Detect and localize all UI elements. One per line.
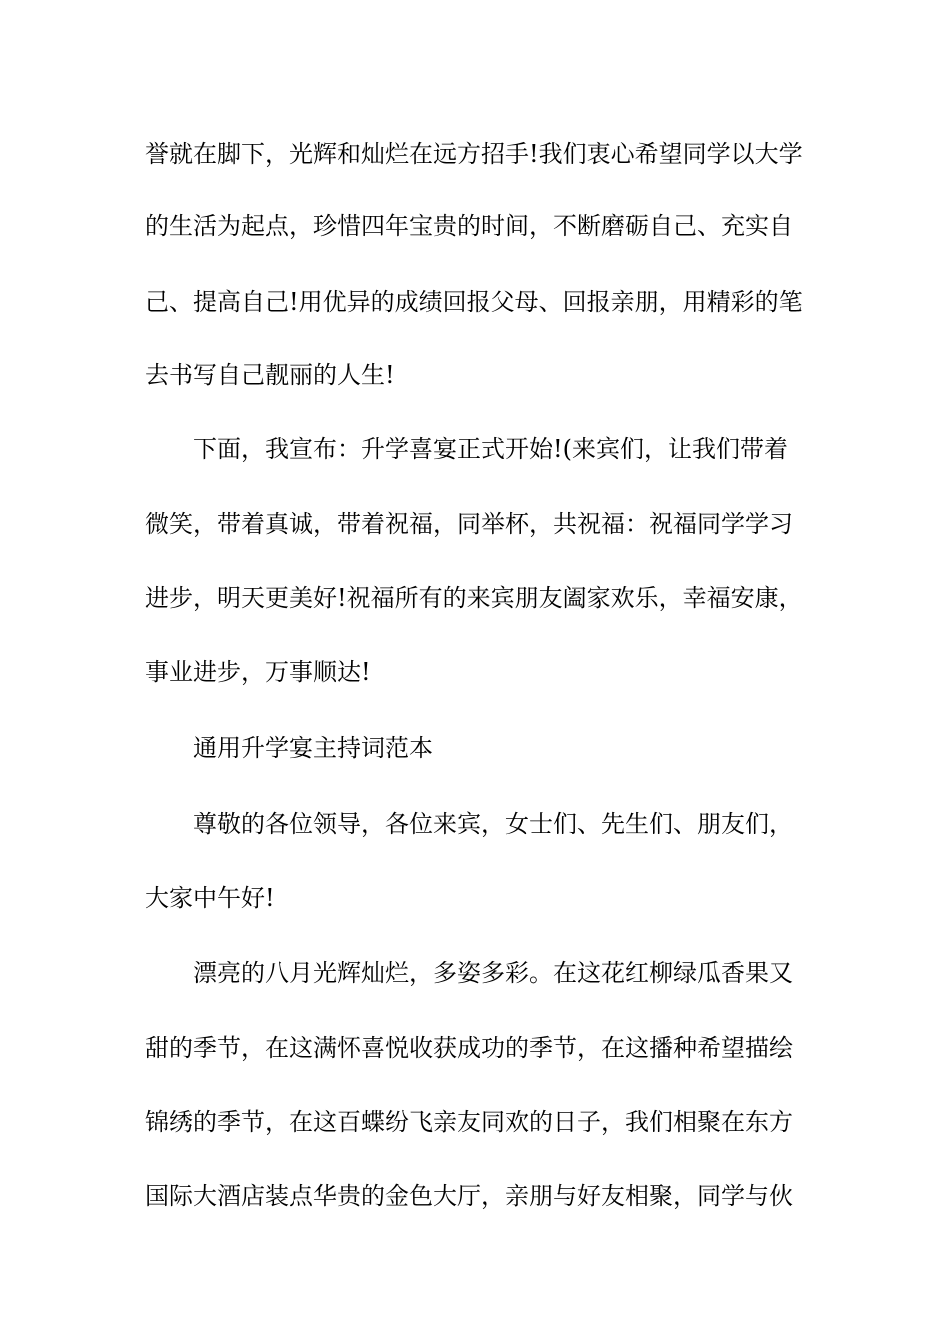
paragraph-line: 誉就在脚下，光辉和灿烂在远方招手!我们衷心希望同学以大学: [145, 140, 803, 168]
paragraph-line: 下面，我宣布：升学喜宴正式开始!(来宾们，让我们带着: [193, 435, 789, 463]
paragraph-line: 大家中午好!: [145, 884, 275, 912]
paragraph-line: 进步，明天更美好!祝福所有的来宾朋友阖家欢乐，幸福安康，: [145, 584, 803, 612]
paragraph-line: 国际大酒店装点华贵的金色大厅，亲朋与好友相聚，同学与伙: [145, 1182, 793, 1210]
paragraph-line: 尊敬的各位领导，各位来宾，女士们、先生们、朋友们，: [193, 810, 793, 838]
paragraph-line: 的生活为起点，珍惜四年宝贵的时间，不断磨砺自己、充实自: [145, 212, 793, 240]
paragraph-line: 甜的季节，在这满怀喜悦收获成功的季节，在这播种希望描绘: [145, 1034, 793, 1062]
section-heading: 通用升学宴主持词范本: [193, 734, 433, 762]
paragraph-line: 去书写自己靓丽的人生!: [145, 361, 395, 389]
paragraph-line: 微笑，带着真诚，带着祝福，同举杯，共祝福：祝福同学学习: [145, 510, 793, 538]
paragraph-line: 锦绣的季节，在这百蝶纷飞亲友同欢的日子，我们相聚在东方: [145, 1108, 793, 1136]
paragraph-line: 漂亮的八月光辉灿烂，多姿多彩。在这花红柳绿瓜香果又: [193, 959, 793, 987]
paragraph-line: 己、提高自己!用优异的成绩回报父母、回报亲朋，用精彩的笔: [145, 288, 803, 316]
paragraph-line: 事业进步，万事顺达!: [145, 658, 371, 686]
